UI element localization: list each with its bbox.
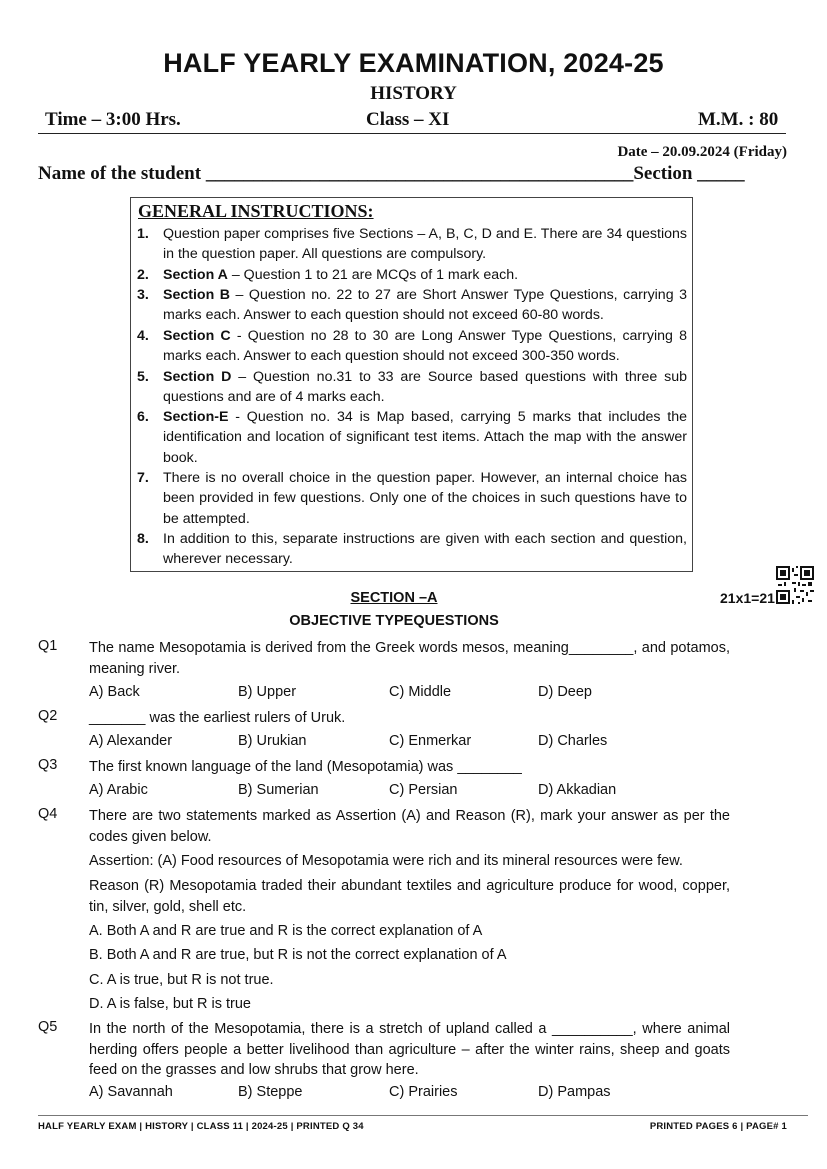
question-text: _______ was the earliest rulers of Uruk. [89,710,346,726]
option: D) Deep [538,684,592,700]
option: C) Middle [389,684,452,700]
question-text: The name Mesopotamia is derived from the Greek words mesos, meaning________, and potamos, meaning river. [89,640,730,677]
max-marks: M.M. : 80 [698,109,779,130]
instructions-heading: GENERAL INSTRUCTIONS: [138,201,374,221]
subject-title: HISTORY [370,83,457,104]
option: D) Pampas [538,1084,611,1100]
option: B. Both A and R are true, but R is not the correct explanation of A [89,947,507,963]
option: B) Sumerian [238,782,319,798]
question-number: Q4 [38,806,58,822]
instruction-item: 5. Section D – Question no.31 to 33 are Source based questions with three sub questions and are of 4 marks each. [137,369,687,406]
question-text: There are two statements marked as Assertion (A) and Reason (R), mark your answer as per the codes given below. [89,808,730,845]
section-subtitle: OBJECTIVE TYPEQUESTIONS [289,613,499,629]
exam-time: Time – 3:00 Hrs. [45,109,181,130]
section-marks: 21x1=21 [720,590,775,606]
exam-class: Class – XI [366,109,450,130]
exam-date: Date – 20.09.2024 (Friday) [617,144,787,160]
option: B) Urukian [238,733,307,749]
option: A. Both A and R are true and R is the correct explanation of A [89,923,483,939]
reason-text: Reason (R) Mesopotamia traded their abundant textiles and agriculture produce for wood, copper, tin, silver, gold, shell etc. [89,878,730,915]
student-name-line: Name of the student _____________________________________________Section _____ [38,163,745,184]
footer-right: PRINTED PAGES 6 | PAGE# 1 [649,1121,787,1132]
option: C) Persian [389,782,458,798]
instruction-item: 3. Section B – Question no. 22 to 27 are Short Answer Type Questions, carrying 3 marks each. Answer to each question should not exceed 60-80 words. [137,287,687,324]
section-title: SECTION –A [350,590,438,606]
option: B) Upper [238,684,297,700]
question-text: The first known language of the land (Mesopotamia) was ________ [89,759,522,775]
instruction-item: 7. There is no overall choice in the question paper. However, an internal choice has been provided in few questions. Only one of the choices in such questions have to be attempted. [137,470,687,527]
assertion-text: Assertion: (A) Food resources of Mesopotamia were rich and its mineral resources were few. [89,853,683,869]
instruction-item: 6. Section-E - Question no. 34 is Map based, carrying 5 marks that includes the identification and location of significant test items. Attach the map with the answer book. [137,409,687,466]
instruction-item: 2. Section A – Question 1 to 21 are MCQs of 1 mark each. [137,267,519,283]
question-number: Q2 [38,708,58,724]
option: C) Enmerkar [389,733,472,749]
footer-left: HALF YEARLY EXAM | HISTORY | CLASS 11 | 2024-25 | PRINTED Q 34 [38,1121,364,1132]
option: C. A is true, but R is not true. [89,972,274,988]
option: D) Charles [538,733,608,749]
question-text: In the north of the Mesopotamia, there is a stretch of upland called a __________, where animal herding offers people a better livelihood than agriculture – after the winter rains, sheep and goats feed on the grasses and low shrubs that grow here. [89,1021,730,1078]
option: B) Steppe [238,1084,303,1100]
option: D. A is false, but R is true [89,996,251,1012]
question-number: Q1 [38,638,58,654]
option: D) Akkadian [538,782,617,798]
option: C) Prairies [389,1084,458,1100]
option: A) Savannah [89,1084,173,1100]
question-number: Q3 [38,757,58,773]
instruction-item: 1. Question paper comprises five Sections – A, B, C, D and E. There are 34 questions in the question paper. All questions are compulsory. [137,226,687,263]
header-divider [38,133,786,134]
instruction-item: 8. In addition to this, separate instructions are given with each section and question, wherever necessary. [137,531,687,568]
option: A) Arabic [89,782,148,798]
exam-title: HALF YEARLY EXAMINATION, 2024-25 [163,48,664,78]
option: A) Back [89,684,140,700]
option: A) Alexander [89,733,173,749]
question-number: Q5 [38,1019,58,1035]
instruction-item: 4. Section C - Question no 28 to 30 are Long Answer Type Questions, carrying 8 marks each. Answer to each question should not exceed 300-350 words. [137,328,687,365]
footer-divider [38,1115,808,1116]
